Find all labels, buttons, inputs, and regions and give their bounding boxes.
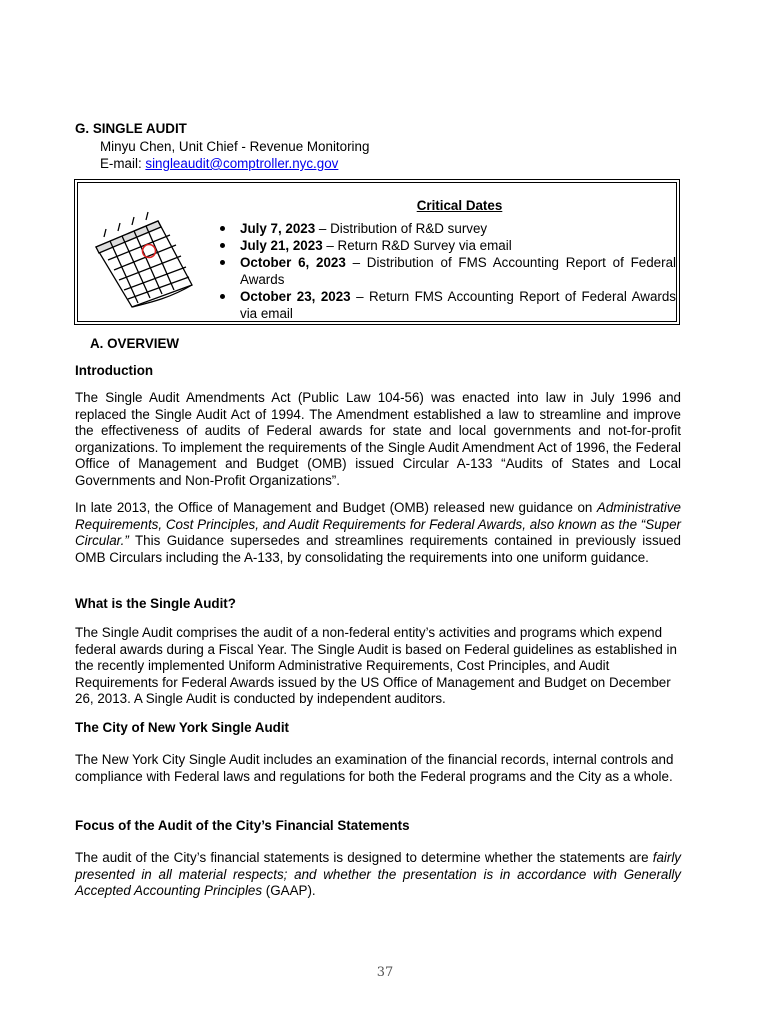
email-label: E-mail: <box>100 156 146 171</box>
what-paragraph: The Single Audit comprises the audit of a non-federal entity’s activities and programs which expend federal awards during a Fiscal Year. The Single Audit is based on Federal guidelines as established in the recently implemented Uniform Administrative Requirements, Cost Principles, and Audit Requirements for Federal Awards issued by the US Office of Management and Budget on December 26, 2013. A Single Audit is conducted by independent auditors. <box>75 625 677 707</box>
section-heading: G. SINGLE AUDIT <box>75 121 187 136</box>
intro-paragraph-2: In late 2013, the Office of Management and Budget (OMB) released new guidance on Administrative Requirements, Cost Principles, and Audit Requirements for Federal Awards, also known as the “Super Circular.” This Guidance supersedes and streamlines requirements contained in previously issued OMB Circulars including the A-133, by consolidating the requirements into one uniform guidance. <box>75 500 681 565</box>
calendar-icon <box>88 207 198 311</box>
page-number: 37 <box>376 965 394 980</box>
list-item: October 23, 2023 – Return FMS Accounting Report of Federal Awards via email <box>240 289 676 321</box>
intro-paragraph-1: The Single Audit Amendments Act (Public Law 104-56) was enacted into law in July 1996 and replaced the Single Audit Act of 1994. The Amendment established a law to streamline and improve the effectiveness of audits of Federal awards for state and local governments and not-for-profit organizations. To implement the requirements of the Single Audit Amendment Act of 1996, the Federal Office of Management and Budget (OMB) issued Circular A-133 “Audits of States and Local Governments and Non-Profit Organizations”. <box>75 390 681 488</box>
email-link[interactable]: singleaudit@comptroller.nyc.gov <box>145 156 339 171</box>
list-item: July 7, 2023 – Distribution of R&D survey <box>240 220 676 237</box>
list-item: October 6, 2023 – Distribution of FMS Accounting Report of Federal Awards <box>240 255 676 287</box>
overview-title: A. OVERVIEW <box>90 336 180 351</box>
intro-heading: Introduction <box>75 363 154 378</box>
list-item: July 21, 2023 – Return R&D Survey via email <box>240 237 676 254</box>
focus-paragraph: The audit of the City’s financial statements is designed to determine whether the statements are fairly presented in all material respects; and whether the presentation is in accordance with Generally Accepted Accounting Principles (GAAP). <box>75 850 681 899</box>
city-heading: The City of New York Single Audit <box>75 720 290 735</box>
critical-dates-list <box>240 220 676 322</box>
city-paragraph: The New York City Single Audit includes an examination of the financial records, internal controls and compliance with Federal laws and regulations for both the Federal programs and the City as a whole. <box>75 752 674 784</box>
contact-name: Minyu Chen, Unit Chief - Revenue Monitoring <box>100 139 370 154</box>
critical-dates-box <box>74 179 680 325</box>
contact-email-line <box>100 156 338 171</box>
focus-heading: Focus of the Audit of the City’s Financial Statements <box>75 818 410 833</box>
critical-dates-title: Critical Dates <box>416 198 503 213</box>
what-heading: What is the Single Audit? <box>75 596 236 611</box>
